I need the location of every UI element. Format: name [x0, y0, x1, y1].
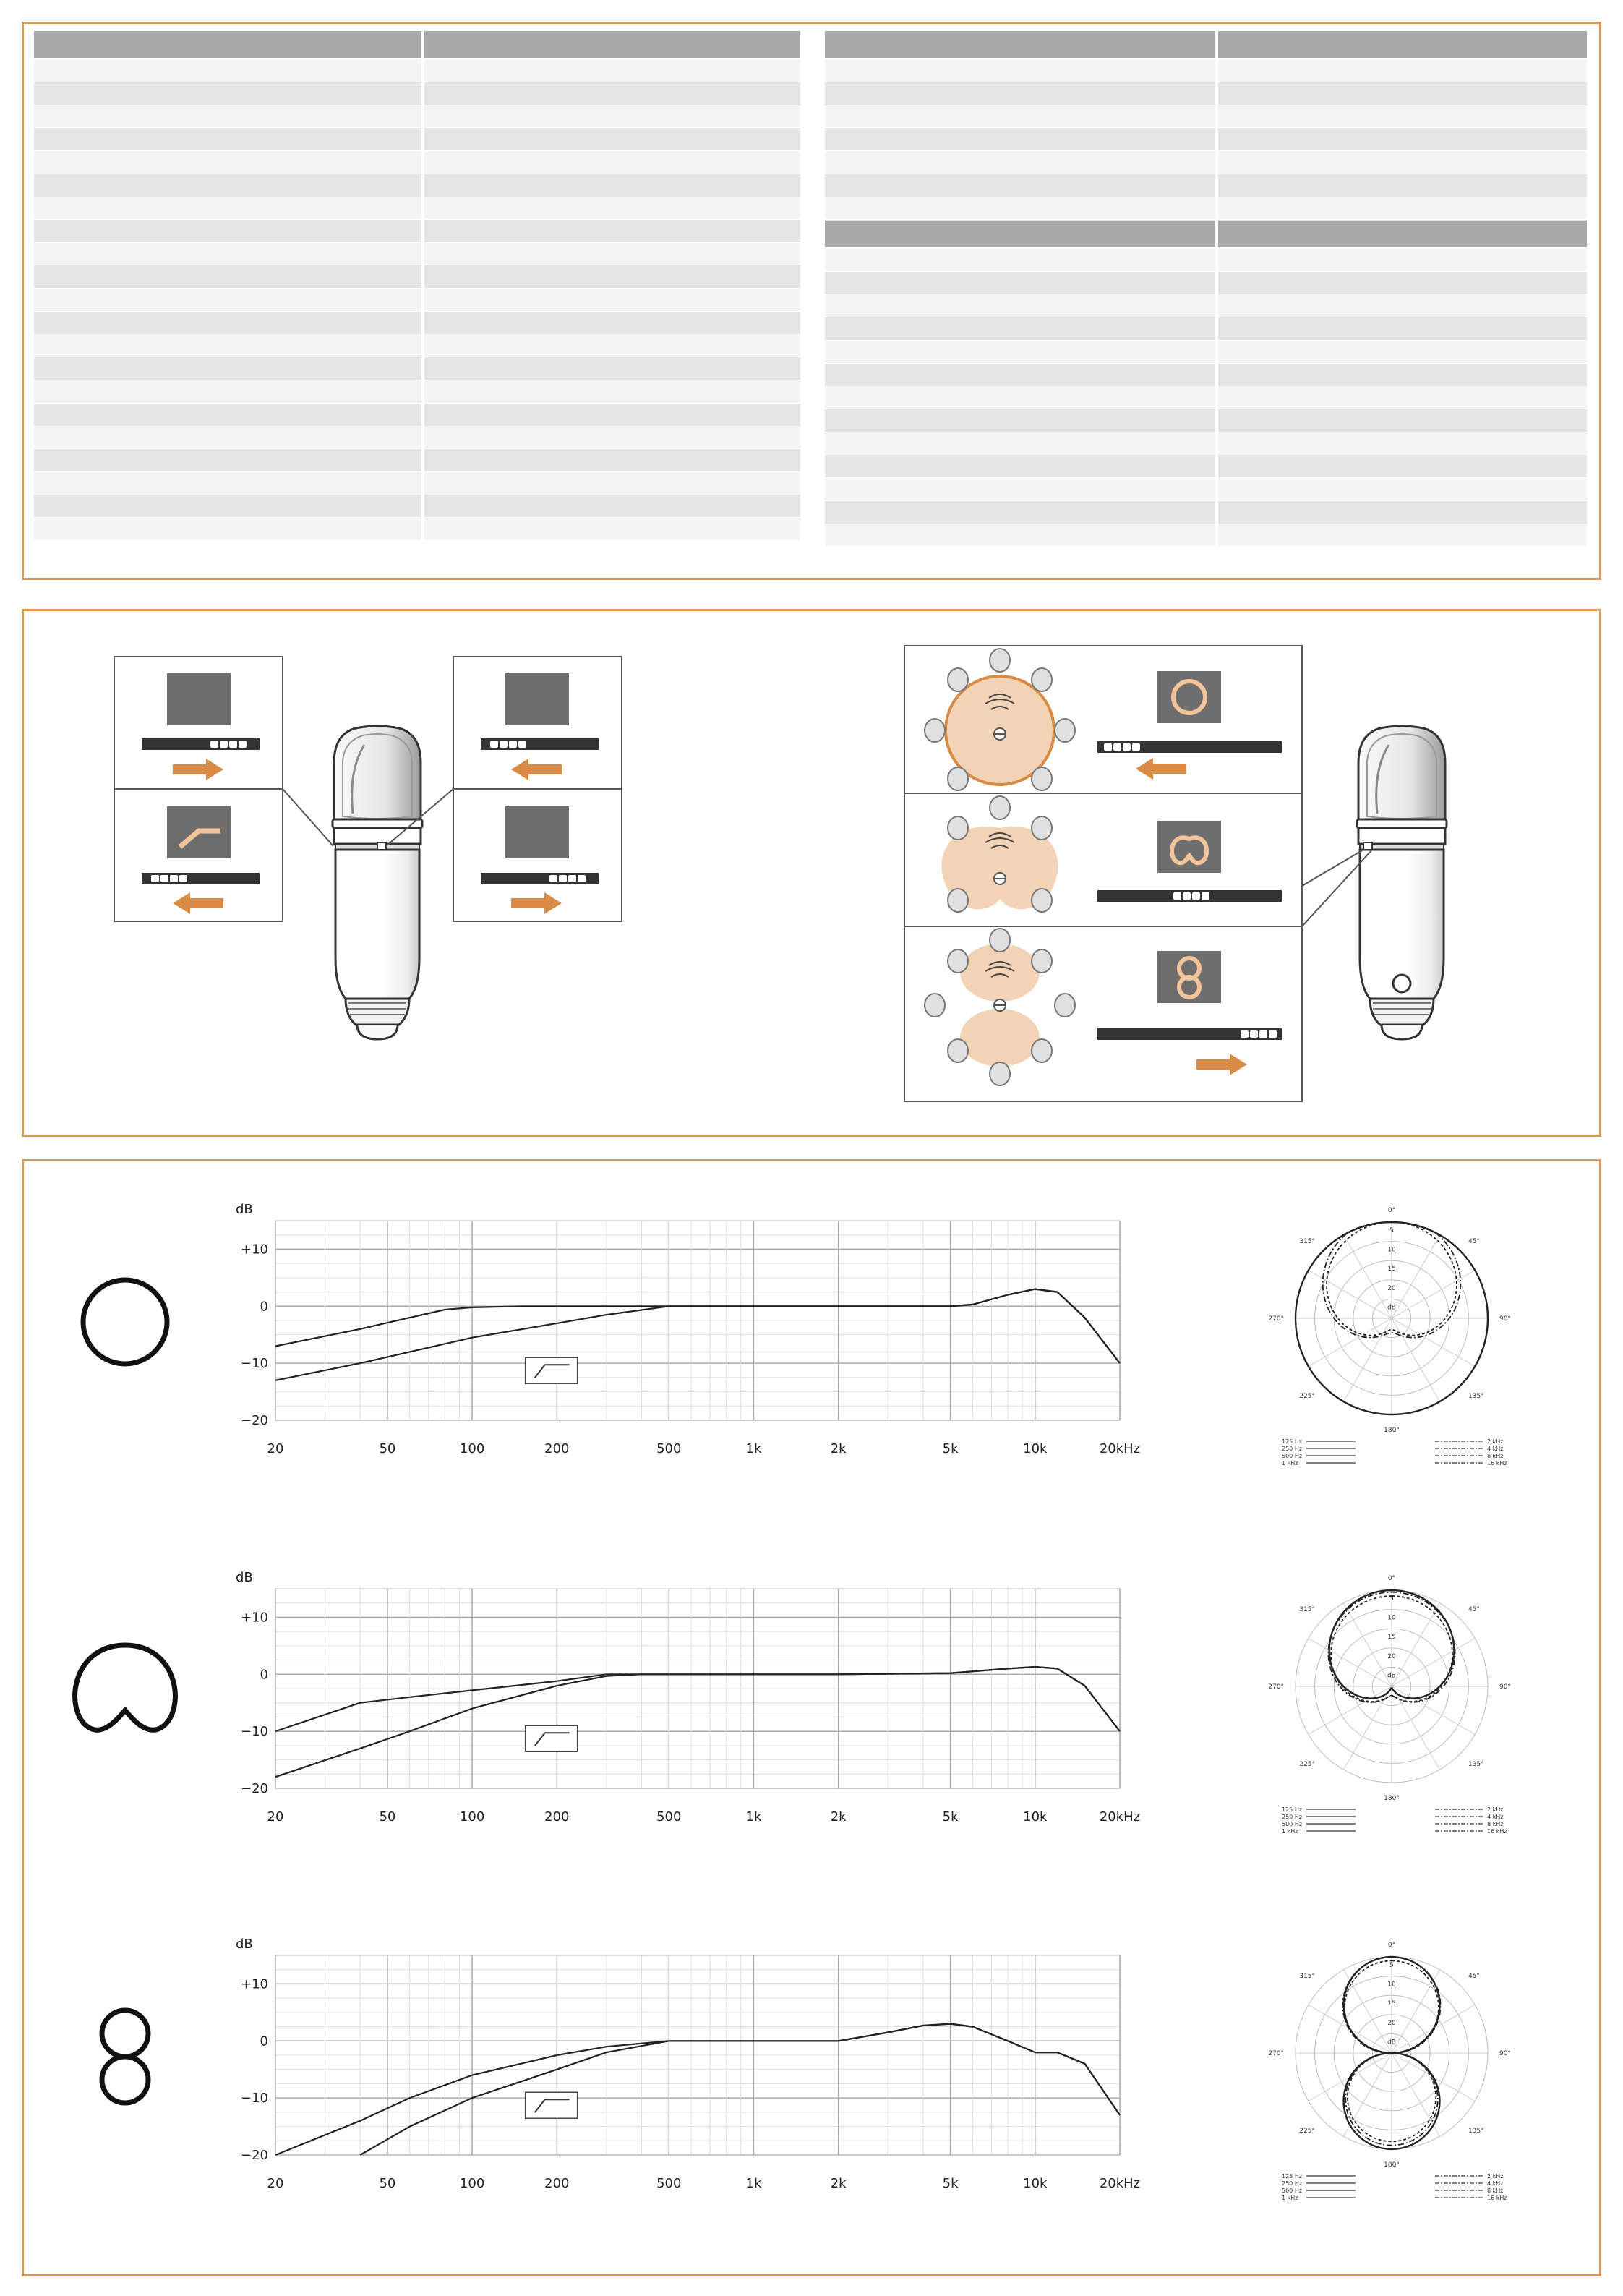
switch-illustration — [24, 611, 1599, 1135]
x-tick-label: 2k — [830, 2176, 847, 2191]
x-tick-label: 100 — [459, 1809, 485, 1825]
polar-ring-label: dB — [1387, 1304, 1396, 1312]
table-row — [34, 174, 800, 197]
y-tick-label: +10 — [241, 1242, 268, 1258]
lowcut-filter-icon — [526, 1357, 578, 1383]
polar-angle-label: 270° — [1268, 1683, 1284, 1691]
table-row — [825, 432, 1587, 455]
polar-angle-label: 90° — [1499, 1683, 1511, 1691]
table-row — [825, 294, 1587, 317]
y-axis-label: dB — [236, 1937, 253, 1952]
figure8-rear-lobe — [960, 1009, 1040, 1067]
polar-angle-label: 45° — [1468, 1606, 1480, 1614]
table-row — [34, 220, 800, 242]
polar-ring-label: 20 — [1387, 1284, 1396, 1292]
polar-legend-label: 1 kHz — [1282, 1460, 1298, 1467]
polar-angle-label: 90° — [1499, 1315, 1511, 1323]
frequency-chart-1 — [83, 1202, 1511, 1467]
table-row — [825, 364, 1587, 386]
table-header-row — [34, 31, 800, 58]
response-curve-1 — [275, 1667, 1120, 1731]
polar-legend-label: 500 Hz — [1282, 2188, 1303, 2194]
polar-angle-label: 270° — [1268, 2050, 1284, 2057]
lowcut-filter-icon — [526, 2092, 578, 2118]
table-row — [825, 82, 1587, 105]
y-tick-label: 0 — [260, 2033, 268, 2049]
cardioid-pattern-icon — [75, 1645, 176, 1730]
table-row — [34, 357, 800, 380]
polar-angle-label: 315° — [1299, 1606, 1316, 1614]
table-row — [825, 272, 1587, 294]
polar-legend-label: 4 kHz — [1487, 2180, 1504, 2187]
table-row — [825, 59, 1587, 82]
x-tick-label: 20kHz — [1099, 1441, 1141, 1456]
x-tick-label: 500 — [656, 1441, 682, 1456]
polar-angle-label: 180° — [1384, 2161, 1400, 2169]
polar-ring-label: 15 — [1387, 1266, 1396, 1273]
x-tick-label: 5k — [942, 1441, 959, 1456]
polar-legend-label: 4 kHz — [1487, 1446, 1504, 1452]
x-tick-label: 50 — [379, 2176, 396, 2191]
y-tick-label: 0 — [260, 1299, 268, 1315]
polar-ring-label: 15 — [1387, 2000, 1396, 2008]
polar-legend-label: 8 kHz — [1487, 1453, 1504, 1459]
figure8-pattern-icon — [102, 2010, 148, 2103]
table-row — [34, 312, 800, 334]
polar-pattern-switch-diagram — [904, 646, 1447, 1101]
table-row — [34, 404, 800, 426]
polar-angle-label: 270° — [1268, 1315, 1284, 1323]
specifications-panel — [22, 22, 1601, 580]
polar-angle-label: 315° — [1299, 1238, 1316, 1246]
polar-angle-label: 0° — [1387, 1942, 1396, 1949]
x-tick-label: 100 — [459, 2176, 485, 2191]
table-row — [34, 495, 800, 517]
polar-ring-label: 5 — [1389, 1227, 1394, 1234]
microphone-front-icon — [333, 726, 422, 1039]
x-tick-label: 2k — [830, 1809, 847, 1825]
x-tick-label: 500 — [656, 2176, 682, 2191]
y-tick-label: −10 — [241, 1724, 268, 1740]
polar-angle-label: 135° — [1468, 1392, 1484, 1400]
polar-angle-label: 225° — [1299, 1760, 1316, 1768]
polar-legend-label: 1 kHz — [1282, 2195, 1298, 2201]
x-tick-label: 50 — [379, 1809, 396, 1825]
polar-legend-label: 500 Hz — [1282, 1821, 1303, 1827]
response-curve-2 — [275, 1667, 1120, 1777]
table-row — [34, 82, 800, 105]
polar-ring-label: dB — [1387, 2039, 1396, 2047]
polar-legend-label: 4 kHz — [1487, 1814, 1504, 1820]
polar-angle-label: 0° — [1387, 1575, 1396, 1582]
switch-window-blank — [167, 673, 231, 725]
polar-legend-label: 16 kHz — [1487, 2195, 1507, 2201]
polar-ring-label: 10 — [1387, 1614, 1396, 1622]
table-row — [34, 289, 800, 311]
x-tick-label: 100 — [459, 1441, 485, 1456]
polar-legend-label: 1 kHz — [1282, 1828, 1298, 1835]
table-row — [34, 128, 800, 150]
table-row — [825, 128, 1587, 150]
table-row — [825, 317, 1587, 340]
y-tick-label: −20 — [241, 1781, 268, 1796]
y-axis-label: dB — [236, 1202, 253, 1217]
table-row — [825, 249, 1587, 271]
polar-legend-label: 16 kHz — [1487, 1460, 1507, 1467]
x-tick-label: 5k — [942, 2176, 959, 2191]
x-tick-label: 5k — [942, 1809, 959, 1825]
table-row — [34, 518, 800, 540]
table-row — [34, 334, 800, 357]
x-tick-label: 10k — [1023, 1441, 1048, 1456]
frequency-response-charts — [24, 1161, 1599, 2274]
polar-diagram-2 — [1268, 1575, 1511, 1835]
table-row — [825, 174, 1587, 197]
polar-legend-label: 2 kHz — [1487, 2173, 1504, 2180]
table-row — [34, 243, 800, 265]
polar-ring-label: dB — [1387, 1672, 1396, 1680]
lowcut-filter-icon — [526, 1725, 578, 1751]
singer-icon — [990, 796, 1010, 819]
polar-ring-label: 15 — [1387, 1634, 1396, 1642]
y-tick-label: +10 — [241, 1976, 268, 1992]
polar-angle-label: 180° — [1384, 1795, 1400, 1802]
table-row — [34, 449, 800, 471]
polar-angle-label: 180° — [1384, 1427, 1400, 1434]
response-curve-2 — [360, 2024, 1120, 2155]
x-tick-label: 20kHz — [1099, 2176, 1141, 2191]
x-tick-label: 20kHz — [1099, 1809, 1141, 1825]
x-tick-label: 1k — [745, 1441, 762, 1456]
x-tick-label: 200 — [544, 1441, 570, 1456]
polar-legend-label: 500 Hz — [1282, 1453, 1303, 1459]
y-tick-label: +10 — [241, 1610, 268, 1626]
table-row — [34, 380, 800, 403]
x-tick-label: 10k — [1023, 1809, 1048, 1825]
polar-ring-label: 10 — [1387, 1246, 1396, 1254]
table-row — [34, 265, 800, 288]
x-tick-label: 10k — [1023, 2176, 1048, 2191]
polar-angle-label: 225° — [1299, 1392, 1316, 1400]
frequency-chart-2 — [75, 1570, 1511, 1835]
table-row — [34, 472, 800, 495]
pad-and-lowcut-switch-diagram — [114, 657, 622, 1039]
x-tick-label: 20 — [267, 1809, 284, 1825]
polar-ring-label: 5 — [1389, 1595, 1394, 1602]
polar-legend-label: 250 Hz — [1282, 2180, 1303, 2187]
table-row — [825, 501, 1587, 524]
table-row — [825, 524, 1587, 546]
polar-ring-label: 20 — [1387, 1652, 1396, 1660]
polar-legend-label: 16 kHz — [1487, 1828, 1507, 1835]
y-axis-label: dB — [236, 1570, 253, 1585]
table-row — [825, 197, 1587, 219]
polar-angle-label: 45° — [1468, 1238, 1480, 1246]
table-row — [825, 455, 1587, 477]
polar-legend-label: 250 Hz — [1282, 1446, 1303, 1452]
table-row — [825, 409, 1587, 432]
polar-angle-label: 135° — [1468, 2127, 1484, 2135]
specs-table-left — [34, 31, 822, 537]
response-curve-1 — [275, 2024, 1120, 2155]
table-row — [825, 386, 1587, 409]
x-tick-label: 20 — [267, 1441, 284, 1456]
specs-table-right — [825, 31, 1594, 537]
omni-pattern-icon — [83, 1280, 167, 1364]
singer-icon — [990, 649, 1010, 672]
x-tick-label: 50 — [379, 1441, 396, 1456]
polar-legend-label: 125 Hz — [1282, 1438, 1303, 1445]
frequency-chart-3 — [102, 1937, 1511, 2201]
x-tick-label: 20 — [267, 2176, 284, 2191]
table-row — [825, 105, 1587, 127]
x-tick-label: 200 — [544, 1809, 570, 1825]
polar-ring-label: 20 — [1387, 2019, 1396, 2027]
pad-window-blank — [505, 673, 569, 725]
pad-window — [505, 806, 569, 858]
singer-icon — [990, 929, 1010, 952]
y-tick-label: 0 — [260, 1667, 268, 1683]
x-tick-label: 1k — [745, 2176, 762, 2191]
x-tick-label: 1k — [745, 1809, 762, 1825]
polar-legend-label: 125 Hz — [1282, 1806, 1303, 1813]
polar-diagram-3 — [1268, 1942, 1511, 2201]
polar-angle-label: 90° — [1499, 2050, 1511, 2057]
y-tick-label: −20 — [241, 2148, 268, 2163]
x-tick-label: 2k — [830, 1441, 847, 1456]
y-tick-label: −20 — [241, 1413, 268, 1428]
x-tick-label: 500 — [656, 1809, 682, 1825]
polar-ring-label: 10 — [1387, 1981, 1396, 1989]
table-row — [34, 426, 800, 448]
frequency-response-panel — [22, 1159, 1601, 2276]
table-row — [825, 151, 1587, 174]
polar-legend-label: 8 kHz — [1487, 2188, 1504, 2194]
switch-illustration-panel — [22, 609, 1601, 1137]
polar-diagram-1 — [1268, 1207, 1511, 1467]
polar-angle-label: 0° — [1387, 1207, 1396, 1214]
polar-angle-label: 315° — [1299, 1973, 1316, 1981]
x-tick-label: 200 — [544, 2176, 570, 2191]
y-tick-label: −10 — [241, 1356, 268, 1372]
table-row — [34, 197, 800, 219]
polar-angle-label: 45° — [1468, 1973, 1480, 1981]
response-curve-1 — [275, 1289, 1120, 1364]
table-row — [34, 151, 800, 174]
table-row — [34, 59, 800, 82]
polar-legend-label: 2 kHz — [1487, 1806, 1504, 1813]
table-header-row — [825, 31, 1587, 58]
polar-ring-label: 5 — [1389, 1962, 1394, 1969]
polar-legend-label: 250 Hz — [1282, 1814, 1303, 1820]
polar-legend-label: 8 kHz — [1487, 1821, 1504, 1827]
table-header-row — [825, 221, 1587, 247]
polar-angle-label: 135° — [1468, 1760, 1484, 1768]
table-row — [34, 105, 800, 127]
brand-badge-icon — [1393, 975, 1410, 992]
table-row — [825, 478, 1587, 500]
y-tick-label: −10 — [241, 2091, 268, 2107]
table-row — [825, 341, 1587, 363]
polar-legend-label: 125 Hz — [1282, 2173, 1303, 2180]
polar-legend-label: 2 kHz — [1487, 1438, 1504, 1445]
polar-angle-label: 225° — [1299, 2127, 1316, 2135]
